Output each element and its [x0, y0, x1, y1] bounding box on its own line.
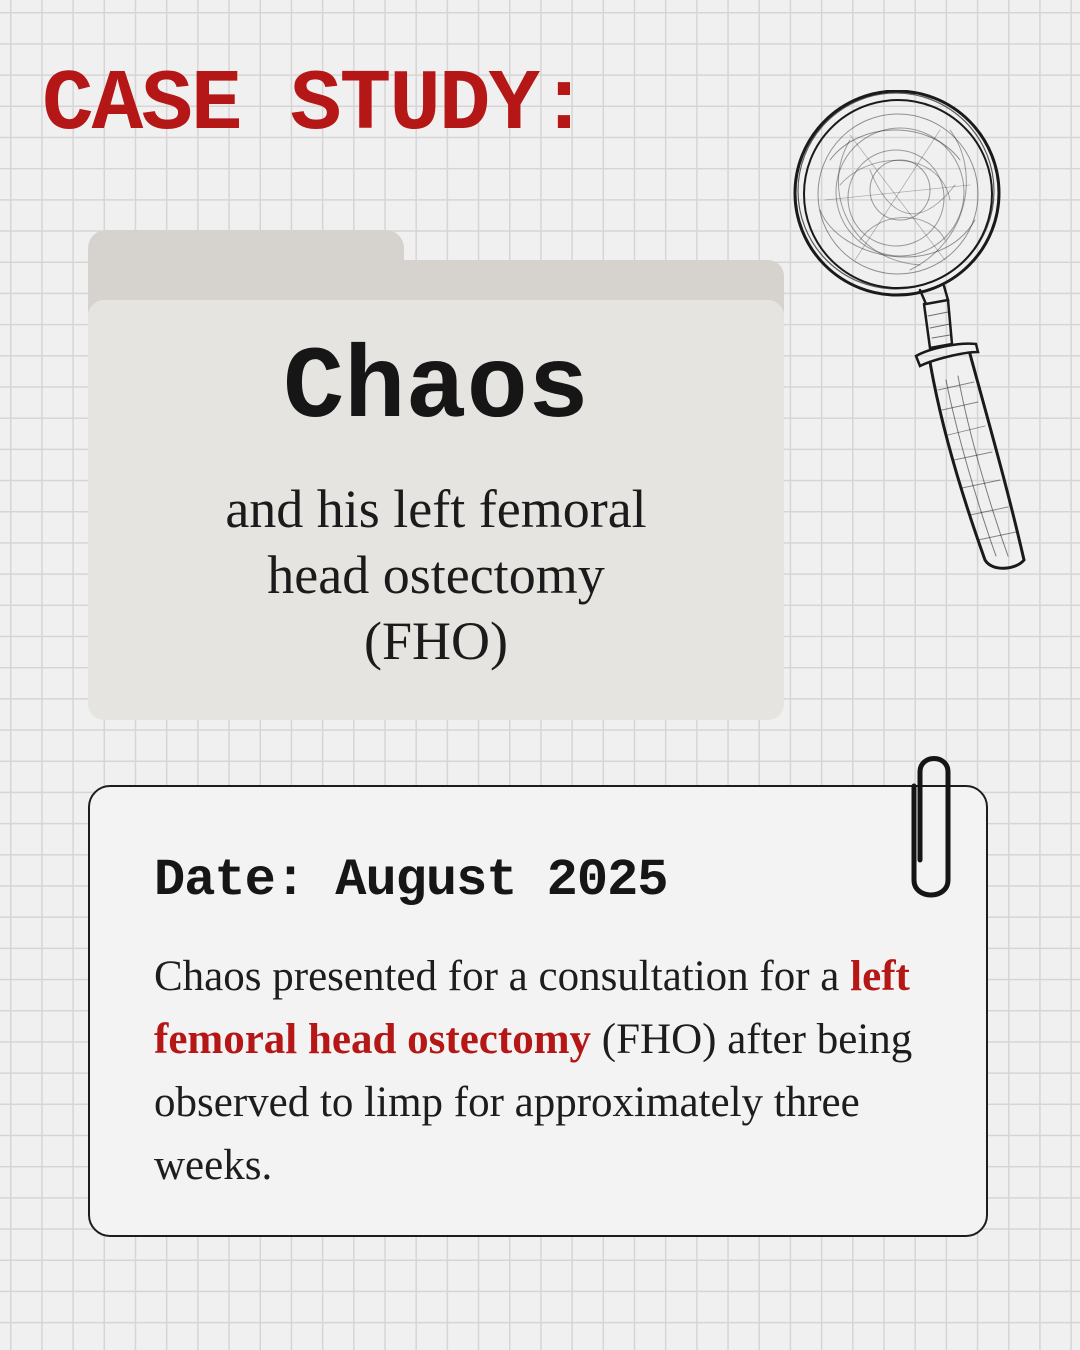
patient-name: Chaos	[282, 331, 590, 447]
date-value: August 2025	[335, 851, 668, 910]
case-folder	[88, 230, 784, 720]
magnifying-glass-icon	[780, 90, 1050, 590]
case-description-text: Chaos presented for a consultation for a	[154, 953, 840, 1000]
paperclip-icon	[898, 750, 964, 902]
case-description-text: (FHO) after being observed to limp for approximately three weeks.	[154, 1016, 913, 1189]
case-subtitle-line: and his left femoral	[225, 479, 647, 539]
case-note-card	[88, 785, 988, 1237]
date-label: Date:	[154, 851, 306, 910]
page-title: CASE STUDY:	[42, 56, 588, 154]
case-subtitle	[88, 476, 784, 674]
procedure-highlight: left femoral head ostectomy	[154, 953, 910, 1063]
case-subtitle-line: (FHO)	[364, 611, 508, 671]
case-date	[154, 851, 668, 910]
case-description	[154, 945, 934, 1197]
case-subtitle-line: head ostectomy	[267, 545, 605, 605]
